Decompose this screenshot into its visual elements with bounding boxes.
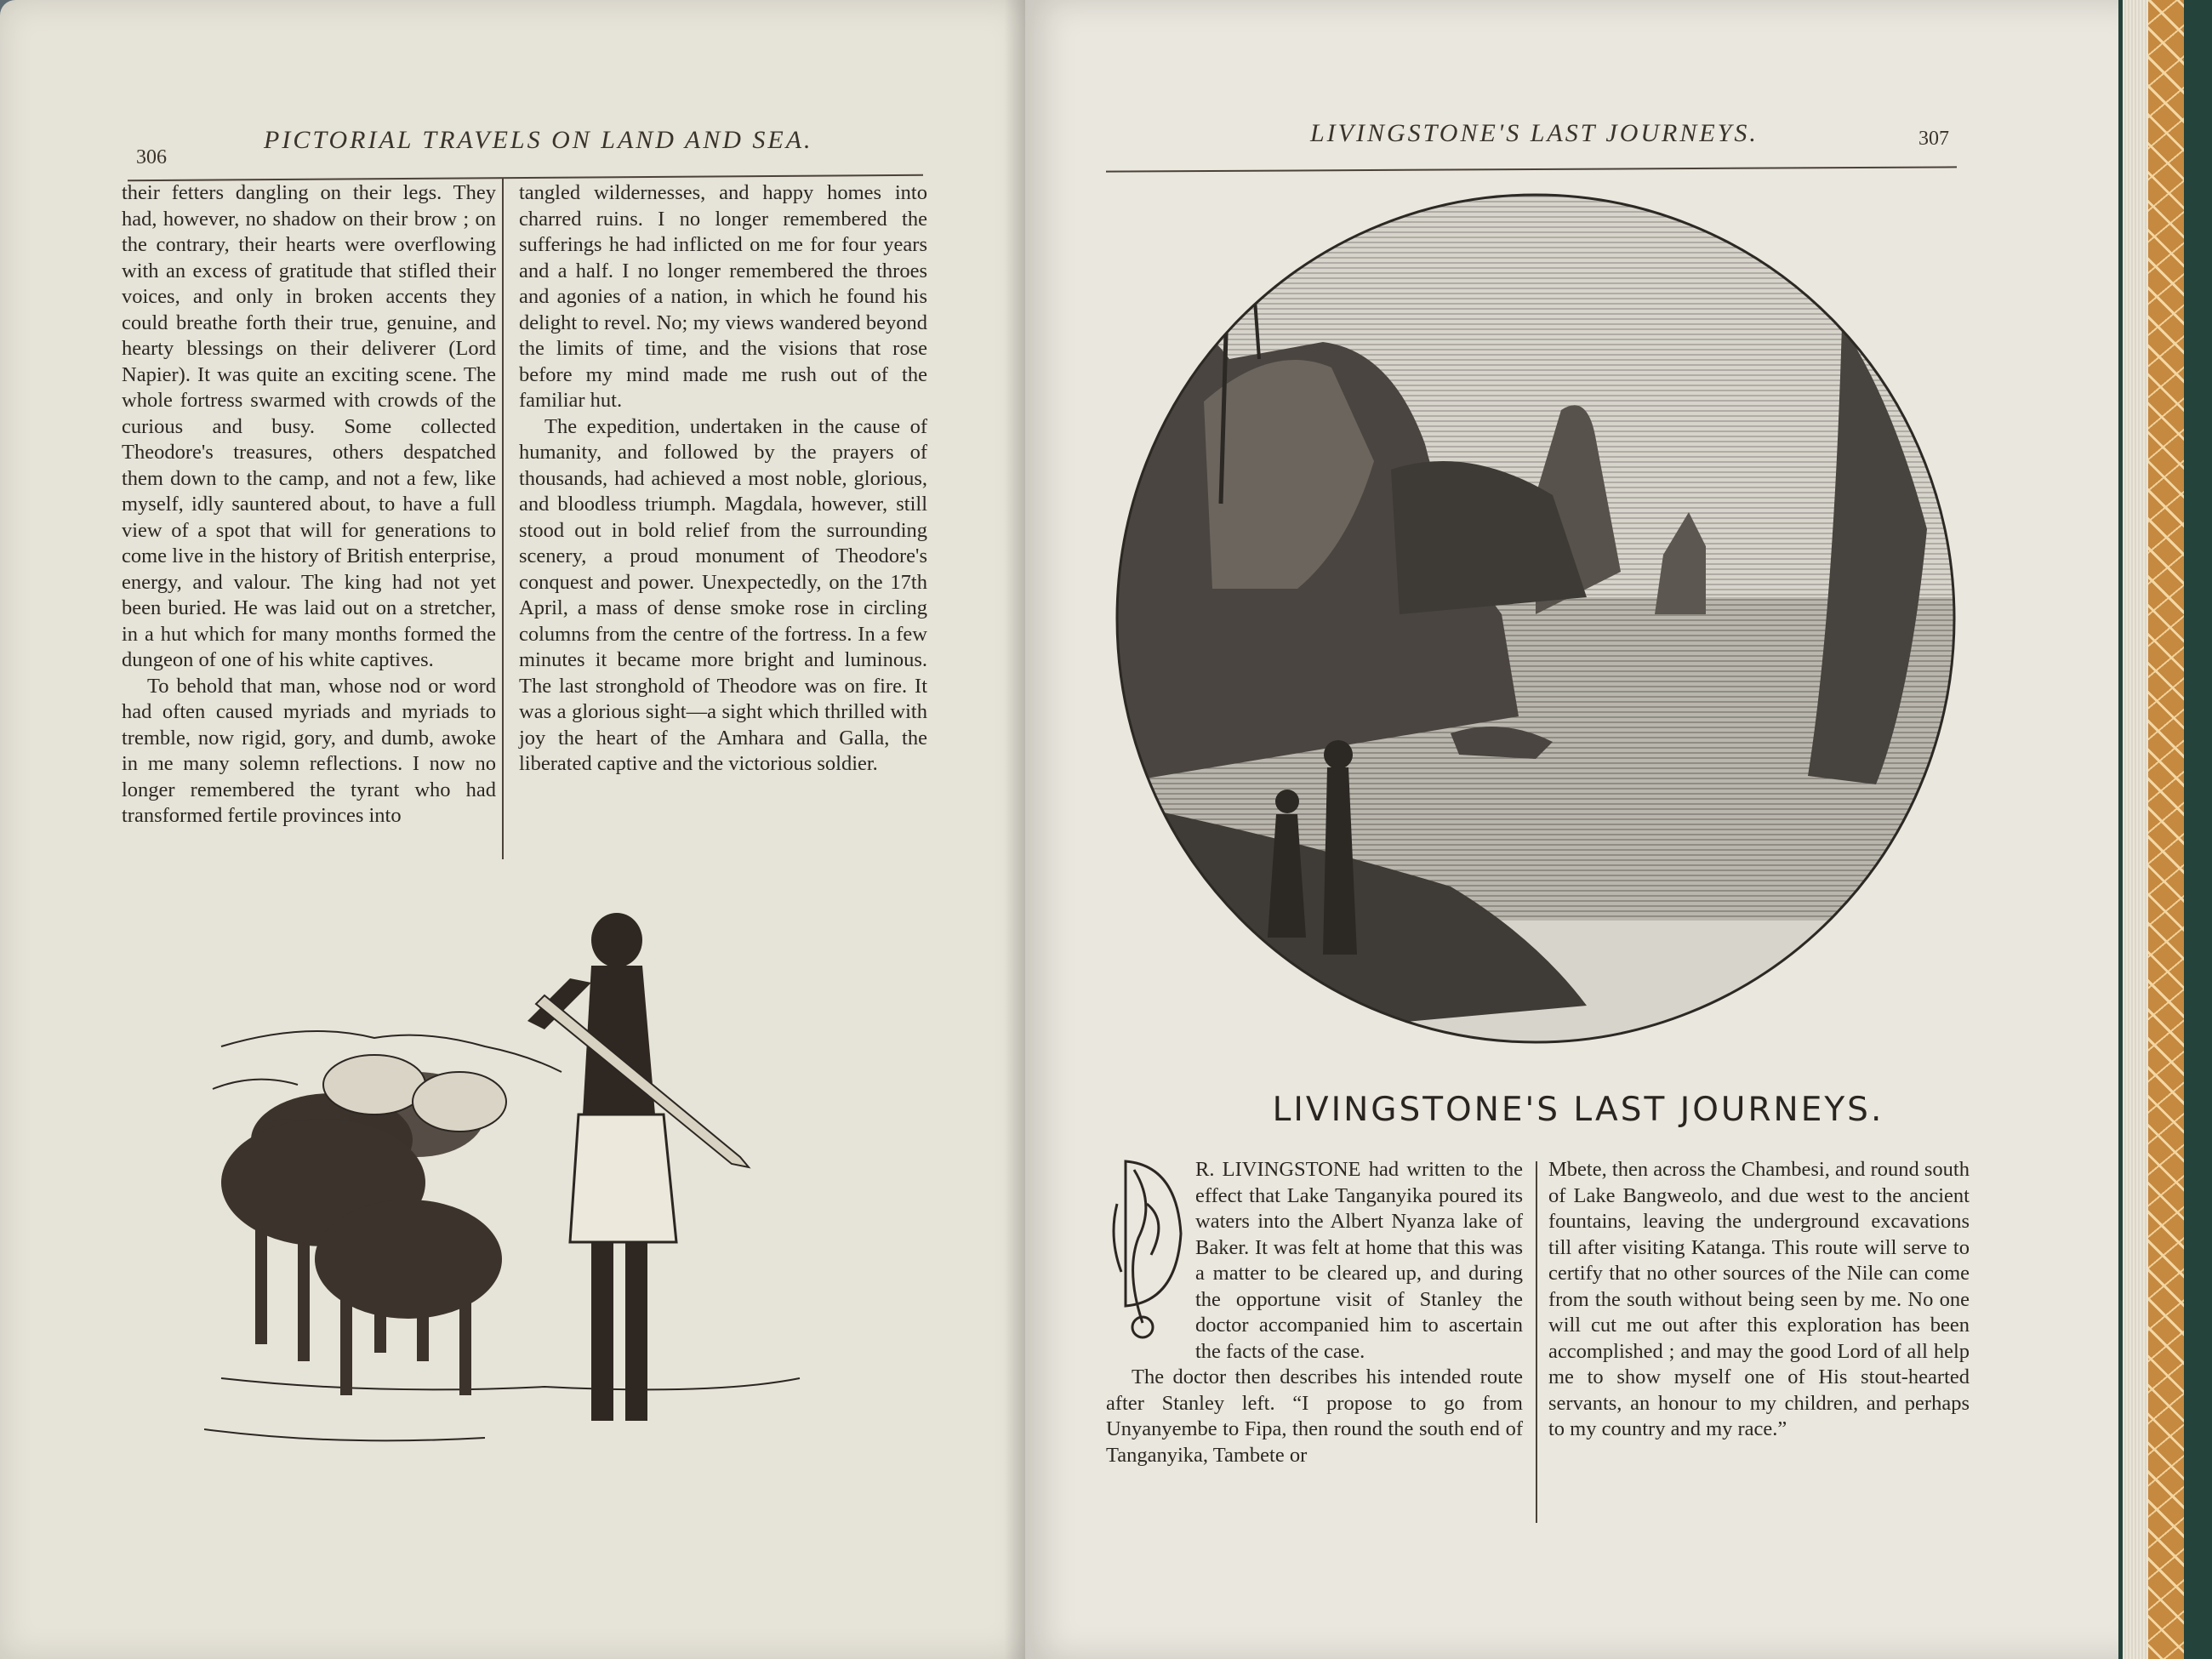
lake-scene-illustration	[1110, 189, 1961, 1048]
right-page	[1025, 0, 2131, 1659]
marbled-endpaper-edge	[2148, 0, 2184, 1659]
left-page-number: 306	[136, 146, 167, 168]
paragraph: their fetters dangling on their legs. They had, however, no shadow on their brow ; on the contrary, their hearts were overflowing with an excess of gratitude that stifled their voices, and only in broken accents they could breathe forth their true, genuine, and hearty blessings on their deliverer (Lord Napier). It was quite an exciting scene. The whole fortress swarmed with crowds of the curious and busy. Some collected Theodore's treasures, others despatched them down to the camp, and not a few, like myself, idly sauntered about, to have a full view of a spot that will for generations to come live in the history of British enterprise, energy, and valour. The king had not yet been buried. He was laid out on a stretcher, in a hut which for many months formed the dungeon of one of his white captives.	[122, 181, 496, 671]
right-running-head: LIVINGSTONE'S LAST JOURNEYS.	[1310, 119, 1759, 147]
page-edges	[2123, 0, 2148, 1659]
column-divider	[502, 179, 504, 859]
left-page	[0, 0, 1025, 1659]
goatherd-illustration	[204, 902, 851, 1514]
paragraph: Mbete, then across the Chambesi, and round south of Lake Bangweolo, and due west to the ancient fountains, leaving the underground excavations till after visiting Katanga. This route will serve to certify that no other sources of the Nile can come from the south without being seen by me. No one will cut me out after this exploration has been accomplished ; and may the good Lord of all help me to show myself one of His stout-hearted servants, an honour to my children, and perhaps to my country and my race.”	[1548, 1158, 1970, 1440]
paragraph: The doctor then describes his intended route after Stanley left. “I propose to go from Unyanyembe to Fipa, then round the south end of Tanganyika, Tambete or	[1106, 1365, 1523, 1467]
paragraph: The expedition, undertaken in the cause of humanity, and followed by the prayers of thousands, had achieved a most noble, glorious, and bloodless triumph. Magdala, however, still stood out in bold relief from the surrounding scenery, a proud monument of Theodore's conquest and power. Unexpectedly, on the 17th April, a mass of dense smoke rose in circling columns from the centre of the fortress. In a few minutes it became more bright and luminous. The last stronghold of Theodore was on fire. It was a glorious sight—a sight which thrilled with joy the heart of the Amhara and Galla, the liberated captive and the victorious soldier.	[519, 414, 927, 775]
opening-paragraph: R. LIVINGSTONE had written to the effect that Lake Tanganyika poured its waters into the Albert Nyanza lake of Baker. It was felt at home that this was a matter to be cleared up, and during the opportune visit of Stanley the doctor accompanied him to ascertain the facts of the case.	[1195, 1158, 1523, 1363]
left-text-column-2	[519, 180, 927, 778]
column-divider	[1536, 1161, 1537, 1523]
right-page-number: 307	[1918, 128, 1949, 150]
right-text-column-1	[1106, 1157, 1523, 1468]
paragraph: To behold that man, whose nod or word had often caused myriads and myriads to tremble, now rigid, gory, and dumb, awoke in me many solemn reflections. I now no longer remembered the tyrant who had transformed fertile provinces into	[122, 674, 496, 827]
chapter-title: LIVINGSTONE'S LAST JOURNEYS.	[1272, 1091, 1884, 1129]
right-header-rule	[1106, 166, 1957, 172]
left-text-column-1	[122, 180, 496, 830]
left-running-head: PICTORIAL TRAVELS ON LAND AND SEA.	[264, 126, 813, 154]
paragraph: tangled wildernesses, and happy homes into charred ruins. I no longer remembered the sufferings he had inflicted on me for four years and a half. I no longer remembered the throes and agonies of a nation, in which he found his delight to revel. No; my views wandered beyond the limits of time, and the visions that rose before my mind made me rush out of the familiar hut.	[519, 181, 927, 412]
right-text-column-2	[1548, 1157, 1970, 1443]
